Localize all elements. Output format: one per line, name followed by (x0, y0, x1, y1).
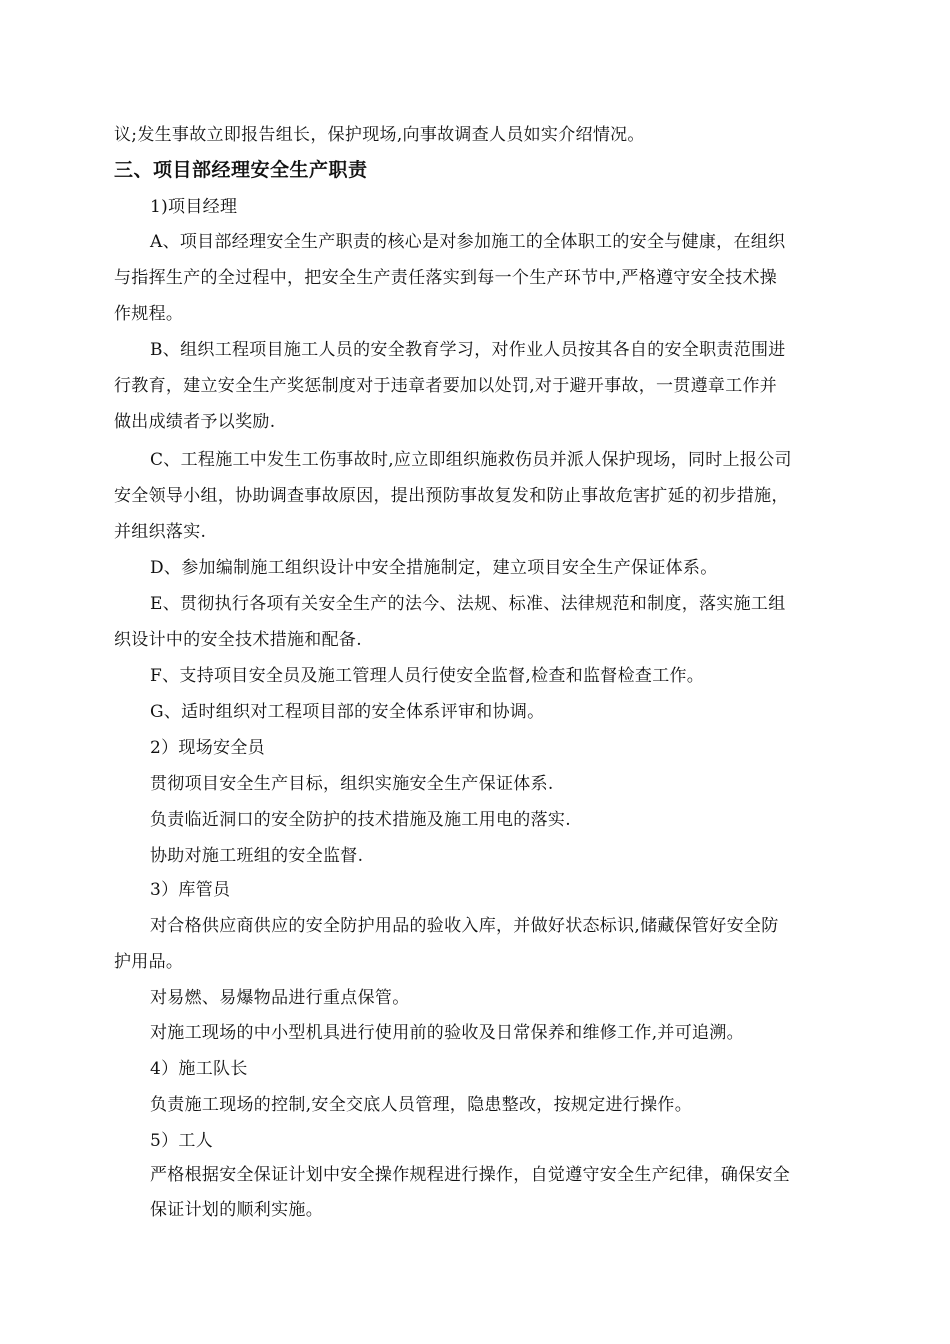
team-leader-line-1: 负责施工现场的控制,安全交底人员管理，隐患整改，按规定进行操作。 (150, 1095, 693, 1115)
subsection-title-warehouse-keeper: 3）库管员 (150, 880, 231, 900)
warehouse-paragraph-line-1: 对合格供应商供应的安全防护用品的验收入库，并做好状态标识,储藏保管好安全防 (150, 916, 779, 936)
section-heading: 三、项目部经理安全生产职责 (114, 159, 368, 181)
paragraph-c-line-1: C、工程施工中发生工伤事故时,应立即组织施救伤员并派人保护现场，同时上报公司 (150, 450, 792, 470)
subsection-title-construction-team-leader: 4）施工队长 (150, 1059, 248, 1079)
paragraph-b-line-1: B、组织工程项目施工人员的安全教育学习，对作业人员按其各自的安全职责范围进 (150, 340, 786, 360)
warehouse-paragraph-line-2: 护用品。 (114, 952, 184, 972)
paragraph-e-line-2: 织设计中的安全技术措施和配备. (114, 630, 362, 650)
continued-paragraph-line: 议;发生事故立即报告组长，保护现场,向事故调查人员如实介绍情况。 (114, 125, 645, 145)
subsection-title-safety-officer: 2）现场安全员 (150, 738, 265, 758)
warehouse-line-2: 对易燃、易爆物品进行重点保管。 (150, 988, 410, 1008)
workers-line-2: 保证计划的顺利实施。 (150, 1200, 323, 1220)
paragraph-f: F、支持项目安全员及施工管理人员行使安全监督,检查和监督检查工作。 (150, 666, 705, 686)
warehouse-line-3: 对施工现场的中小型机具进行使用前的验收及日常保养和维修工作,并可追溯。 (150, 1023, 744, 1043)
paragraph-d: D、参加编制施工组织设计中安全措施制定，建立项目安全生产保证体系。 (150, 558, 718, 578)
paragraph-a-line-3: 作规程。 (114, 304, 184, 324)
paragraph-b-line-3: 做出成绩者予以奖励. (114, 412, 276, 432)
safety-officer-line-2: 负责临近洞口的安全防护的技术措施及施工用电的落实. (150, 810, 571, 830)
paragraph-b-line-2: 行教育，建立安全生产奖惩制度对于违章者要加以处罚,对于避开事故，一贯遵章工作并 (114, 376, 778, 396)
paragraph-g: G、适时组织对工程项目部的安全体系评审和协调。 (150, 702, 545, 722)
paragraph-c-line-2: 安全领导小组，协助调查事故原因，提出预防事故复发和防止事故危害扩延的初步措施， (114, 486, 789, 506)
paragraph-a-line-1: A、项目部经理安全生产职责的核心是对参加施工的全体职工的安全与健康，在组织 (150, 232, 786, 252)
subsection-title-project-manager: 1)项目经理 (150, 197, 238, 217)
workers-line-1: 严格根据安全保证计划中安全操作规程进行操作，自觉遵守安全生产纪律，确保安全 (150, 1165, 791, 1185)
safety-officer-line-1: 贯彻项目安全生产目标，组织实施安全生产保证体系. (150, 774, 554, 794)
paragraph-c-line-3: 并组织落实. (114, 522, 207, 542)
safety-officer-line-3: 协助对施工班组的安全监督. (150, 846, 364, 866)
paragraph-e-line-1: E、贯彻执行各项有关安全生产的法今、法规、标准、法律规范和制度，落实施工组 (150, 594, 786, 614)
paragraph-a-line-2: 与指挥生产的全过程中，把安全生产责任落实到每一个生产环节中,严格遵守安全技术操 (114, 268, 778, 288)
subsection-title-workers: 5）工人 (150, 1131, 214, 1151)
